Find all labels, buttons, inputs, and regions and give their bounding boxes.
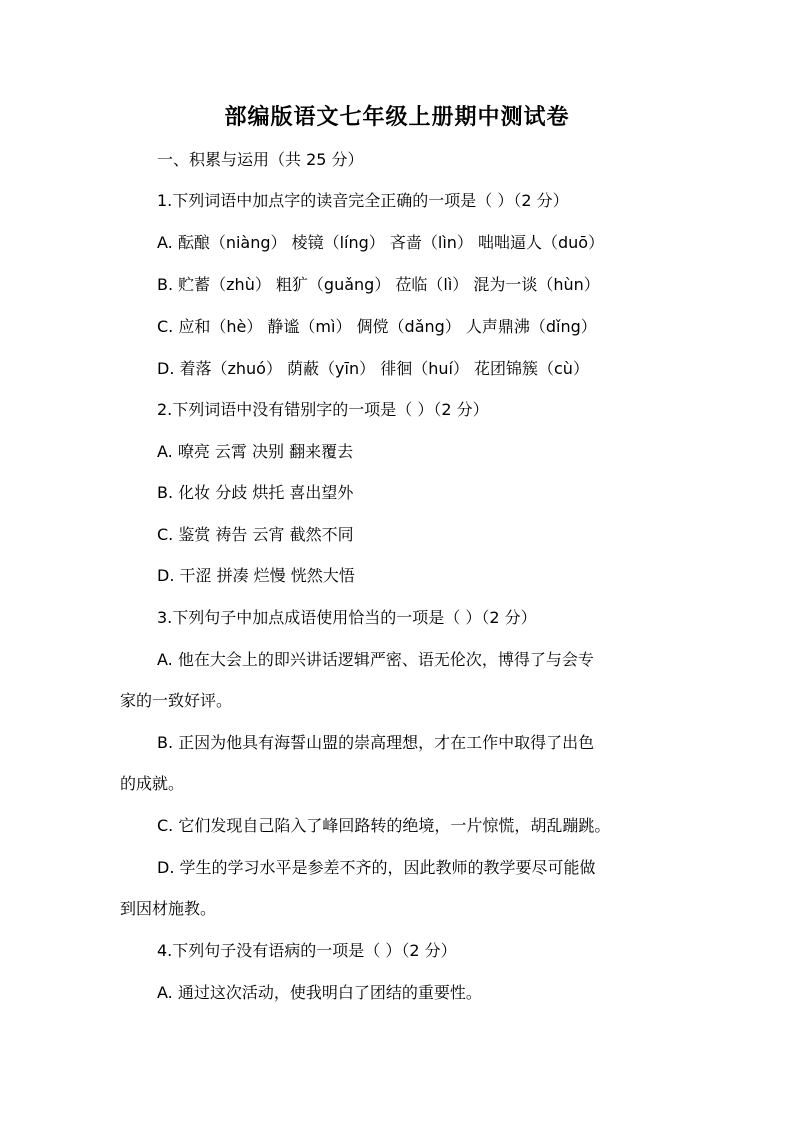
question-3-option-c: C. 它们发现自己陷入了峰回路转的绝境，一片惊慌，胡乱蹦跳。 [157, 816, 611, 835]
question-3-option-a-continued: 家的一致好评。 [120, 691, 233, 710]
question-3-option-d-continued: 到因材施教。 [120, 899, 217, 918]
question-1-option-d: D. 着落（zhuó） 荫蔽（yīn） 徘徊（huí） 花团锦簇（cù） [157, 359, 589, 378]
question-4-stem: 4.下列句子没有语病的一项是（ ）（2 分） [157, 941, 457, 960]
question-4-option-a: A. 通过这次活动，使我明白了团结的重要性。 [157, 983, 482, 1002]
question-2-option-a: A. 嘹亮 云霄 决别 翻来覆去 [157, 442, 354, 461]
question-2-option-d: D. 干涩 拼凑 烂慢 恍然大悟 [157, 566, 355, 585]
question-1-option-a: A. 酝酿（niàng） 棱镜（líng） 吝啬（lìn） 咄咄逼人（duō） [157, 233, 605, 252]
question-2-option-c: C. 鉴赏 祷告 云宵 截然不同 [157, 525, 354, 544]
question-3-option-b: B. 正因为他具有海誓山盟的崇高理想，才在工作中取得了出色 [157, 733, 595, 752]
question-1-stem: 1.下列词语中加点字的读音完全正确的一项是（ ）（2 分） [157, 191, 569, 210]
question-2-stem: 2.下列词语中没有错别字的一项是（ ）（2 分） [157, 400, 489, 419]
question-1-option-c: C. 应和（hè） 静谧（mì） 倜傥（dǎng） 人声鼎沸（dǐng） [157, 317, 597, 336]
question-1-option-b: B. 贮蓄（zhù） 粗犷（guǎng） 莅临（lì） 混为一谈（hùn） [157, 275, 600, 294]
page-title: 部编版语文七年级上册期中测试卷 [224, 105, 570, 130]
section-heading: 一、积累与运用（共 25 分） [157, 150, 364, 169]
question-2-option-b: B. 化妆 分歧 烘托 喜出望外 [157, 483, 354, 502]
question-3-option-b-continued: 的成就。 [120, 774, 185, 793]
question-3-option-a: A. 他在大会上的即兴讲话逻辑严密、语无伦次，博得了与会专 [157, 650, 594, 669]
question-3-stem: 3.下列句子中加点成语使用恰当的一项是（ ）（2 分） [157, 608, 537, 627]
question-3-option-d: D. 学生的学习水平是参差不齐的，因此教师的教学要尽可能做 [157, 858, 596, 877]
